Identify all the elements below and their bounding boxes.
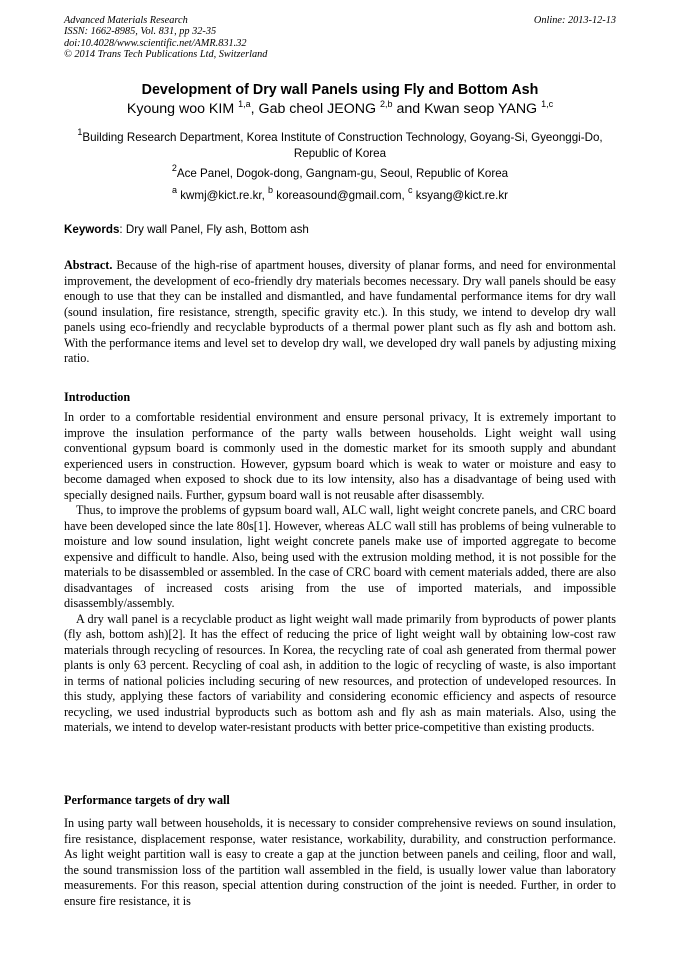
author-conjunction: and (392, 101, 425, 117)
journal-header (64, 15, 616, 61)
email-address: koreasound@gmail.com (276, 189, 402, 202)
keywords-text: : Dry wall Panel, Fly ash, Bottom ash (119, 223, 309, 236)
abstract-text: Because of the high-rise of apartment houses, diversity of planar forms, and need for environmental improvement, the development of eco-friendly dry materials becomes necessary. Dry wall panels should be easy enough to use that they can be installed and dismantled, and have fundamental performance items for dry wall (sound insulation, fire resistance, strength, specific gravity etc.). In this study, we intend to develop dry wall panels using eco-friendly and recyclable byproducts of a thermal power plant such as fly ash and bottom ash. With the performance items and level set to develop dry wall, we developed dry wall panels by adjusting mixing ratio. (64, 258, 616, 365)
author-name: Gab cheol JEONG (258, 101, 377, 117)
abstract (64, 258, 616, 367)
keywords-label: Keywords (64, 223, 120, 236)
affiliation-text: Building Research Department, Korea Institute of Construction Technology, Goyang-Si, Gyeonggi-Do, Republic of Korea (82, 131, 603, 160)
author-list (64, 100, 616, 119)
journal-issn: ISSN: 1662-8985, Vol. 831, pp 32-35 (64, 26, 217, 38)
performance-body (64, 816, 616, 909)
email-marker: a (172, 185, 178, 195)
online-date: Online: 2013-12-13 (533, 15, 616, 26)
author-separator: , (250, 101, 259, 117)
email-address: kwmj@kict.re.kr (180, 189, 262, 202)
affiliation-2 (64, 163, 616, 182)
paragraph: Thus, to improve the problems of gypsum board wall, ALC wall, light weight concrete panels, and CRC board have been developed since the late 80s[1]. However, whereas ALC wall still has problems of being vulnerable to moisture and low sound insulation, light weight concrete panels make use of imported aggregate to become expensive and difficult to handle. Also, being used with the extrusion molding method, it is not possible for the materials to be disassembled or assembled. In the case of CRC board with cement materials added, there are also disadvantages of increased costs arising from the use of imported materials, and impossible disassembly/assembly. (64, 503, 616, 610)
author-affiliation-marker: 1,a (238, 99, 251, 109)
keywords (64, 222, 616, 237)
journal-doi: doi:10.4028/www.scientific.net/AMR.831.32 (64, 37, 247, 49)
author-name: Kwan seop YANG (424, 101, 538, 117)
affiliation-1 (64, 127, 616, 162)
journal-copyright: © 2014 Trans Tech Publications Ltd, Switzerland (64, 49, 268, 61)
section-heading-introduction: Introduction (64, 390, 131, 404)
introduction-body (64, 410, 616, 736)
affiliation-marker: 1 (77, 127, 83, 137)
email-marker: b (268, 185, 274, 195)
email-address: ksyang@kict.re.kr (415, 189, 508, 202)
section-heading-performance: Performance targets of dry wall (64, 793, 230, 807)
paragraph: A dry wall panel is a recyclable product as light weight wall made primarily from byproducts of power plants (fly ash, bottom ash)[2]. It has the effect of reducing the price of light weight wall by obtaining low-cost raw materials through recycling of resources. In Korea, the recycling rate of coal ash generated from thermal power plants is only 63 percent. Recycling of coal ash, in addition to the logic of recycling of waste, is also important in terms of national policies including securing of new resources, and protection of undeveloped resources. In this study, applying these factors of variability and considering economic efficiency and aspects of resource recycling, we used industrial byproducts such as bottom ash and fly ash as main materials. Also, using the materials, we intend to develop water-resistant products with better price-competitive than existing products. (64, 611, 616, 734)
journal-name: Advanced Materials Research (64, 15, 188, 26)
author-affiliation-marker: 1,c (541, 99, 554, 109)
email-marker: c (407, 185, 413, 195)
author-name: Kyoung woo KIM (126, 101, 235, 117)
affiliation-text: Ace Panel, Dogok-dong, Gangnam-gu, Seoul, Republic of Korea (176, 167, 509, 180)
paper-title: Development of Dry wall Panels using Fly and Bottom Ash (141, 82, 539, 98)
author-affiliation-marker: 2,b (379, 99, 393, 109)
abstract-label: Abstract. (64, 258, 113, 272)
email-list: $^a$ kwmj@kict.re.kr, $^b$ koreasound@gmail.com, $^c$ ksyang@kict.re.kr (172, 185, 508, 202)
paragraph: In using party wall between households, it is necessary to consider comprehensive reviews on sound insulation, fire resistance, displacement response, water resistance, workability, durability, and construction performance. As light weight partition wall is easy to create a gap at the junction between panels and ceiling, floor and wall, the sound transmission loss of the partition wall assembled in the field, is usually lower value than laboratory measurements. For this reason, special attention during construction of the joint is needed. Further, in order to ensure fire resistance, it is (64, 816, 616, 908)
paragraph: In order to a comfortable residential environment and ensure personal privacy, It is extremely important to improve the insulation performance of the party walls between households. Light weight wall using conventional gypsum board is commonly used in the domestic market for its smooth supply and abundant experienced users in construction. However, gypsum board which is weak to water or moisture and easy to become damaged when exposed to shock due to its low intensity, also has a disadvantage of being used with specially designed nails. Further, gypsum board wall is not reusable after disassembly. (64, 410, 616, 502)
affiliation-marker: 2 (171, 163, 177, 173)
